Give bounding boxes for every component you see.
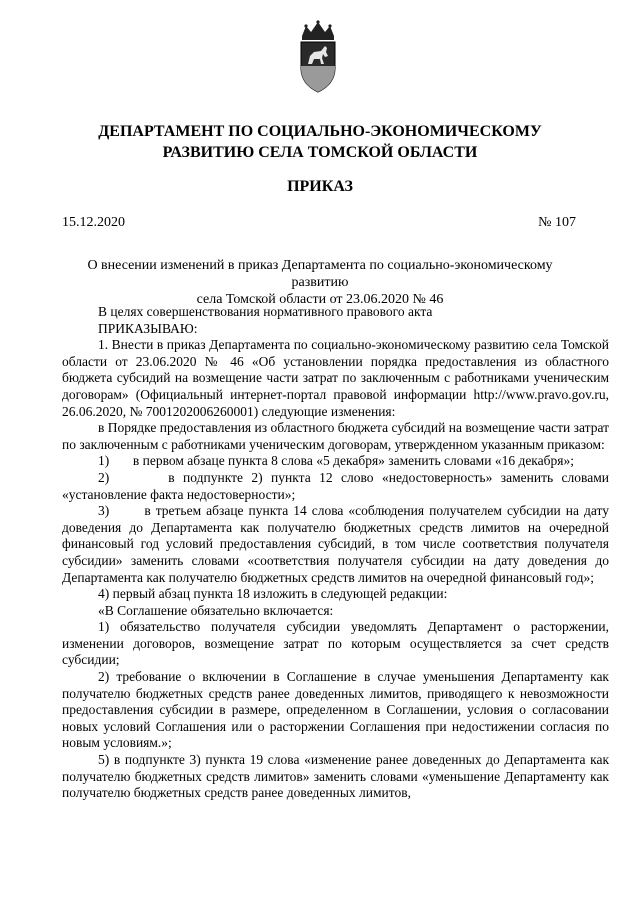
paragraph-4-quote: «В Соглашение обязательно включается:	[98, 602, 334, 618]
list-item-2	[62, 470, 609, 503]
item-3-text: в третьем абзаце пункта 14 слова «соблюдения получателем субсидии на дату доведения до Департамента как получателю бюджетных средств лимитов на очередной финансовый год условий предоставления субсидий, в том числе соответствия получателя субсидии» заменить словами «соответствия получателя субсидии на дату доведения до Департамента как получателю бюджетных средств лимитов на очередной финансовый год»;	[62, 503, 609, 585]
item-1-number: 1)	[98, 453, 110, 469]
item-3-number: 3)	[98, 503, 110, 519]
paragraph-5: 5) в подпункте 3) пункта 19 слова «изменение ранее доведенных до Департамента как получателю бюджетных средств лимитов» заменить словами «уменьшение Департаменту как получателю бюджетных средств ранее доведенных лимитов,	[62, 752, 609, 801]
tomsk-oblast-coat-of-arms-icon	[294, 20, 342, 96]
list-item-3	[62, 503, 609, 586]
subject-line-1: О внесении изменений в приказ Департамента по социально-экономическому развитию	[87, 258, 553, 290]
document-number: № 107	[538, 215, 576, 230]
org-line-2: РАЗВИТИЮ СЕЛА ТОМСКОЙ ОБЛАСТИ	[162, 144, 478, 161]
quote-item-1: 1) обязательство получателя субсидии уведомлять Департамент о расторжении, изменении договоров, возмещение затрат по которым осуществляется за счет средств субсидии;	[62, 619, 609, 668]
paragraph-1: 1. Внести в приказ Департамента по социально-экономическому развитию села Томской области от 23.06.2020 № 46 «Об установлении порядка предоставления из областного бюджета субсидий на возмещение части затрат по заключенным с работниками ученическим договорам» (Официальный интернет-портал правовой информации http://www.pravo.gov.ru, 26.06.2020, № 7001202006260001) следующие изменения:	[62, 337, 609, 419]
list-item-1	[62, 453, 609, 470]
document-subject	[62, 257, 578, 308]
quote-item-2: 2) требование о включении в Соглашение в случае уменьшения Департаменту как получателю бюджетных средств ранее доведенных лимитов, приводящего к невозможности предоставления субсидии в размере, определенном в Соглашении, условия о согласовании новых условий Соглашения или о расторжении Соглашения при недостижении согласия по новым условиям.»;	[62, 669, 609, 751]
paragraph-4: 4) первый абзац пункта 18 изложить в следующей редакции:	[98, 586, 448, 602]
order-word: ПРИКАЗЫВАЮ:	[98, 320, 198, 336]
item-2-number: 2)	[98, 469, 110, 485]
document-type: ПРИКАЗ	[287, 178, 353, 195]
subject-line-2: села Томской области от 23.06.2020 № 46	[196, 292, 444, 307]
document-body	[62, 304, 609, 802]
paragraph-2: в Порядке предоставления из областного бюджета субсидий на возмещение части затрат по заключенным с работниками ученическим договорам, утвержденном указанным приказом:	[62, 420, 609, 452]
item-1-text: в первом абзаце пункта 8 слова «5 декабря» заменить словами «16 декабря»;	[132, 453, 574, 469]
organization-name	[60, 121, 580, 163]
document-date: 15.12.2020	[62, 215, 125, 230]
org-line-1: ДЕПАРТАМЕНТ ПО СОЦИАЛЬНО-ЭКОНОМИЧЕСКОМУ	[98, 123, 542, 140]
item-2-text: в подпункте 2) пункта 12 слово «недостоверность» заменить словами «установление факта недостоверности»;	[62, 469, 609, 502]
preamble: В целях совершенствования нормативного правового акта	[98, 304, 433, 319]
